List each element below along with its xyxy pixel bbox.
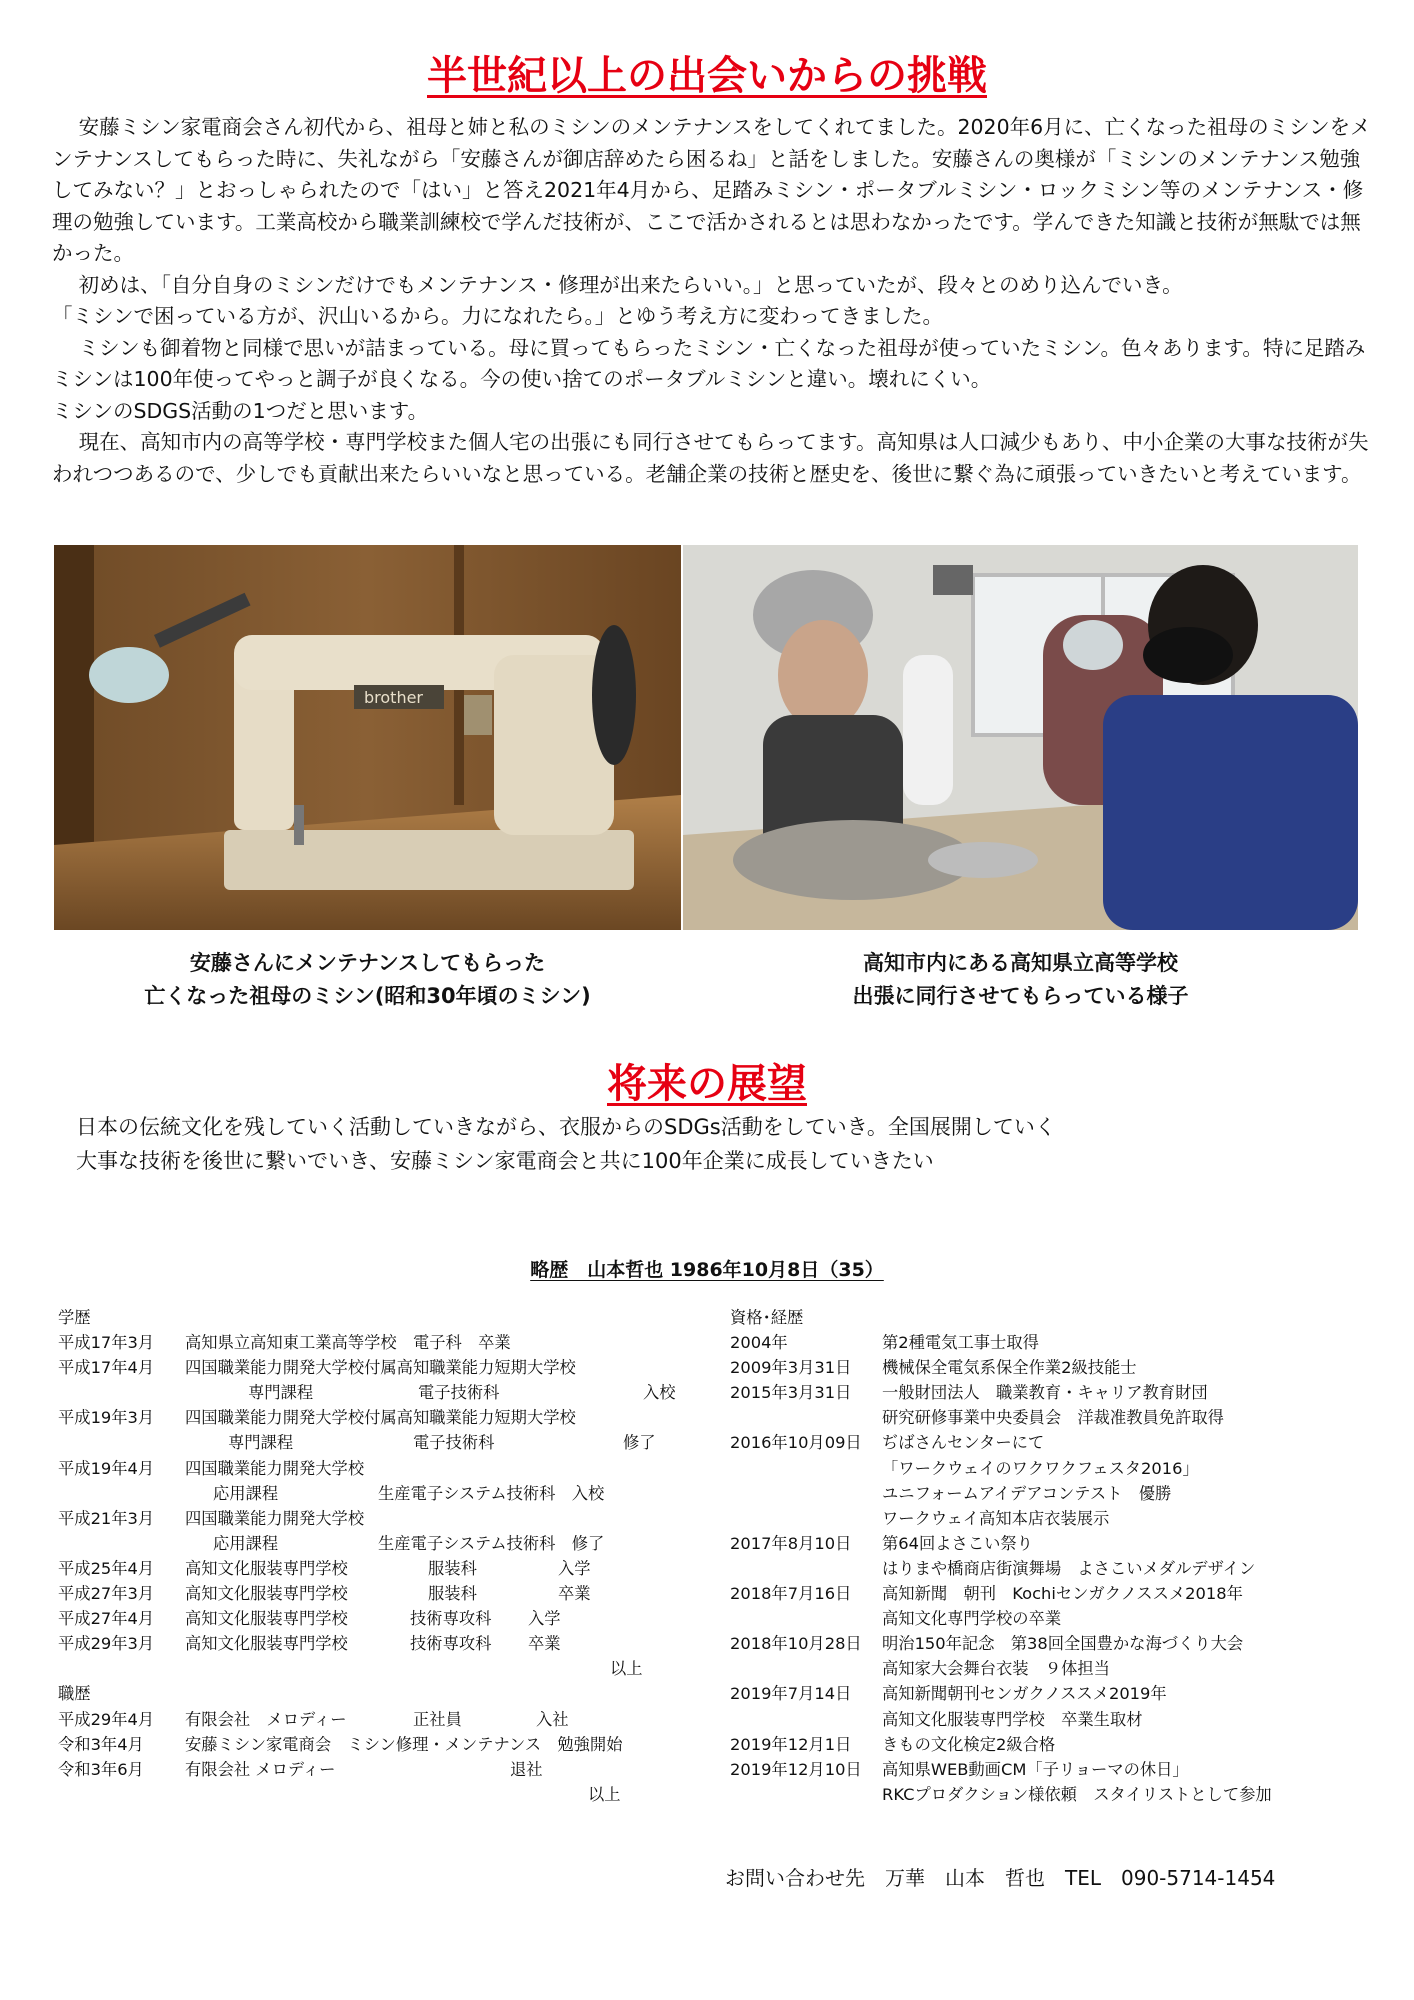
list-item: 平成29年3月 高知文化服装専門学校 技術専攻科 卒業 bbox=[58, 1634, 561, 1654]
intro-paragraph: 初めは、「自分自身のミシンだけでもメンテナンス・修理が出来たらいい。」と思っていたが、段々とのめり込んでいき。 bbox=[78, 272, 1183, 297]
list-item: 2018年10月28日 明治150年記念 第38回全国豊かな海づくり大会 bbox=[730, 1634, 1244, 1654]
photo-caption-left bbox=[54, 947, 681, 1013]
caption-line: 亡くなった祖母のミシン(昭和30年頃のミシン) bbox=[144, 984, 591, 1008]
list-item: 令和3年4月 安藤ミシン家電商会 ミシン修理・メンテナンス 勉強開始 bbox=[58, 1734, 623, 1754]
list-item: 以上 bbox=[588, 1784, 621, 1804]
list-item: 平成27年4月 高知文化服装専門学校 技術専攻科 入学 bbox=[58, 1609, 561, 1629]
list-item: 平成25年4月 高知文化服装専門学校 服装科 入学 bbox=[58, 1558, 591, 1578]
list-item: 専門課程 電子技術科 入校 bbox=[248, 1383, 676, 1403]
intro-paragraph: ミシンも御着物と同様で思いが詰まっている。母に買ってもらったミシン・亡くなった祖母が使っていたミシン。色々あります。特に足踏みミシンは100年使ってやっと調子が良くなる。今の使い捨てのポータブルミシンと違い。壊れにくい。 bbox=[52, 335, 1366, 391]
list-item: RKCプロダクション様依頼 スタイリストとして参加 bbox=[882, 1784, 1272, 1804]
list-item: 2019年7月14日 高知新聞朝刊センガクノススメ2019年 bbox=[730, 1684, 1167, 1704]
caption-line: 安藤さんにメンテナンスしてもらった bbox=[189, 951, 546, 975]
list-item: 令和3年6月 有限会社 メロディー 退社 bbox=[58, 1759, 543, 1779]
list-item: 専門課程 電子技術科 修了 bbox=[228, 1433, 656, 1453]
list-item: 高知文化専門学校の卒業 bbox=[882, 1609, 1062, 1629]
future-line: 日本の伝統文化を残していく活動していきながら、衣服からのSDGs活動をしていき。全国展開していく bbox=[76, 1115, 1056, 1139]
list-item: 平成21年3月 四国職業能力開発大学校 bbox=[58, 1508, 365, 1528]
list-item: 2016年10月09日 ぢばさんセンターにて bbox=[730, 1433, 1045, 1453]
list-item: はりまや橋商店街演舞場 よさこいメダルデザイン bbox=[882, 1558, 1256, 1578]
section-heading: 職歴 bbox=[58, 1684, 91, 1704]
contact-info: お問い合わせ先 万華 山本 哲也 TEL 090-5714-1454 bbox=[725, 1866, 1276, 1890]
list-item: 平成29年4月 有限会社 メロディー 正社員 入社 bbox=[58, 1709, 569, 1729]
intro-paragraph: 現在、高知市内の高等学校・専門学校また個人宅の出張にも同行させてもらってます。高知県は人口減少もあり、中小企業の大事な技術が失われつつあるので、少しでも貢献出来たらいいなと思っている。老舗企業の技術と歴史を、後世に繋ぐ為に頑張っていきたいと考えています。 bbox=[52, 430, 1369, 486]
list-item: 平成17年4月 四国職業能力開発大学校付属高知職業能力短期大学校 bbox=[58, 1358, 576, 1378]
list-item: 2019年12月1日 きもの文化検定2級合格 bbox=[730, 1734, 1056, 1754]
list-item: 平成27年3月 高知文化服装専門学校 服装科 卒業 bbox=[58, 1584, 591, 1604]
list-item: 2018年7月16日 高知新聞 朝刊 Kochiセンガクノススメ2018年 bbox=[730, 1584, 1243, 1604]
list-item: ワークウェイ高知本店衣装展示 bbox=[882, 1508, 1110, 1528]
list-item: 2017年8月10日 第64回よさこい祭り bbox=[730, 1533, 1033, 1553]
list-item: 「ワークウェイのワクワクフェスタ2016」 bbox=[882, 1458, 1199, 1478]
qualifications-column bbox=[730, 1305, 1370, 1807]
future-title: 将来の展望 bbox=[607, 1061, 807, 1107]
list-item: 応用課程 生産電子システム技術科 入校 bbox=[213, 1483, 605, 1503]
caption-line: 出張に同行させてもらっている様子 bbox=[852, 984, 1189, 1008]
education-work-column bbox=[58, 1305, 698, 1807]
school-visit-photo bbox=[683, 545, 1358, 930]
list-item: 以上 bbox=[610, 1659, 643, 1679]
main-title: 半世紀以上の出会いからの挑戦 bbox=[427, 53, 987, 99]
intro-paragraph: 安藤ミシン家電商会さん初代から、祖母と姉と私のミシンのメンテナンスをしてくれてました。2020年6月に、亡くなった祖母のミシンをメンテナンスしてもらった時に、失礼ながら「安藤さんが御店辞めたら困るね」と話をしました。安藤さんの奥様が「ミシンのメンテナンス勉強してみない？」とおっしゃられたので「はい」と答え2021年4月から、足踏みミシン・ポータブルミシン・ロックミシン等のメンテナンス・修理の勉強しています。工業高校から職業訓練校で学んだ技術が、ここで活かされるとは思わなかったです。学んできた知識と技術が無駄では無かった。 bbox=[52, 115, 1371, 265]
list-item: 2009年3月31日 機械保全電気系保全作業2級技能士 bbox=[730, 1358, 1137, 1378]
list-item: ユニフォームアイデアコンテスト 優勝 bbox=[882, 1483, 1172, 1503]
future-line: 大事な技術を後世に繋いでいき、安藤ミシン家電商会と共に100年企業に成長していきたい bbox=[76, 1149, 934, 1173]
intro-paragraph: ミシンのSDGS活動の1つだと思います。 bbox=[52, 398, 429, 423]
intro-paragraph: 「ミシンで困っている方が、沢山いるから。力になれたら。」とゆう考え方に変わってきました。 bbox=[52, 304, 944, 328]
list-item: 平成19年4月 四国職業能力開発大学校 bbox=[58, 1458, 365, 1478]
list-item: 平成17年3月 高知県立高知東工業高等学校 電子科 卒業 bbox=[58, 1333, 511, 1353]
future-text bbox=[76, 1110, 1056, 1178]
intro-text bbox=[52, 112, 1372, 490]
caption-line: 高知市内にある高知県立高等学校 bbox=[863, 951, 1178, 975]
section-heading: 資格･経歴 bbox=[730, 1308, 804, 1327]
list-item: 2015年3月31日 一般財団法人 職業教育・キャリア教育財団 bbox=[730, 1383, 1208, 1403]
list-item: 2019年12月10日 高知県WEB動画CM「子リョーマの休日」 bbox=[730, 1759, 1189, 1779]
machine-brand-label: brother bbox=[364, 688, 424, 707]
list-item: 平成19年3月 四国職業能力開発大学校付属高知職業能力短期大学校 bbox=[58, 1408, 576, 1428]
resume-title: 略歴 山本哲也 1986年10月8日（35） bbox=[530, 1259, 884, 1281]
section-heading: 学歴 bbox=[58, 1308, 91, 1327]
list-item: 研究研修事業中央委員会 洋裁准教員免許取得 bbox=[882, 1408, 1224, 1428]
list-item: 2004年 第2種電気工事士取得 bbox=[730, 1333, 1039, 1353]
list-item: 高知家大会舞台衣装 ９体担当 bbox=[882, 1659, 1110, 1679]
list-item: 応用課程 生産電子システム技術科 修了 bbox=[213, 1533, 605, 1553]
photo-caption-right bbox=[683, 947, 1358, 1013]
sewing-machine-photo bbox=[54, 545, 681, 930]
list-item: 高知文化服装専門学校 卒業生取材 bbox=[882, 1709, 1143, 1729]
